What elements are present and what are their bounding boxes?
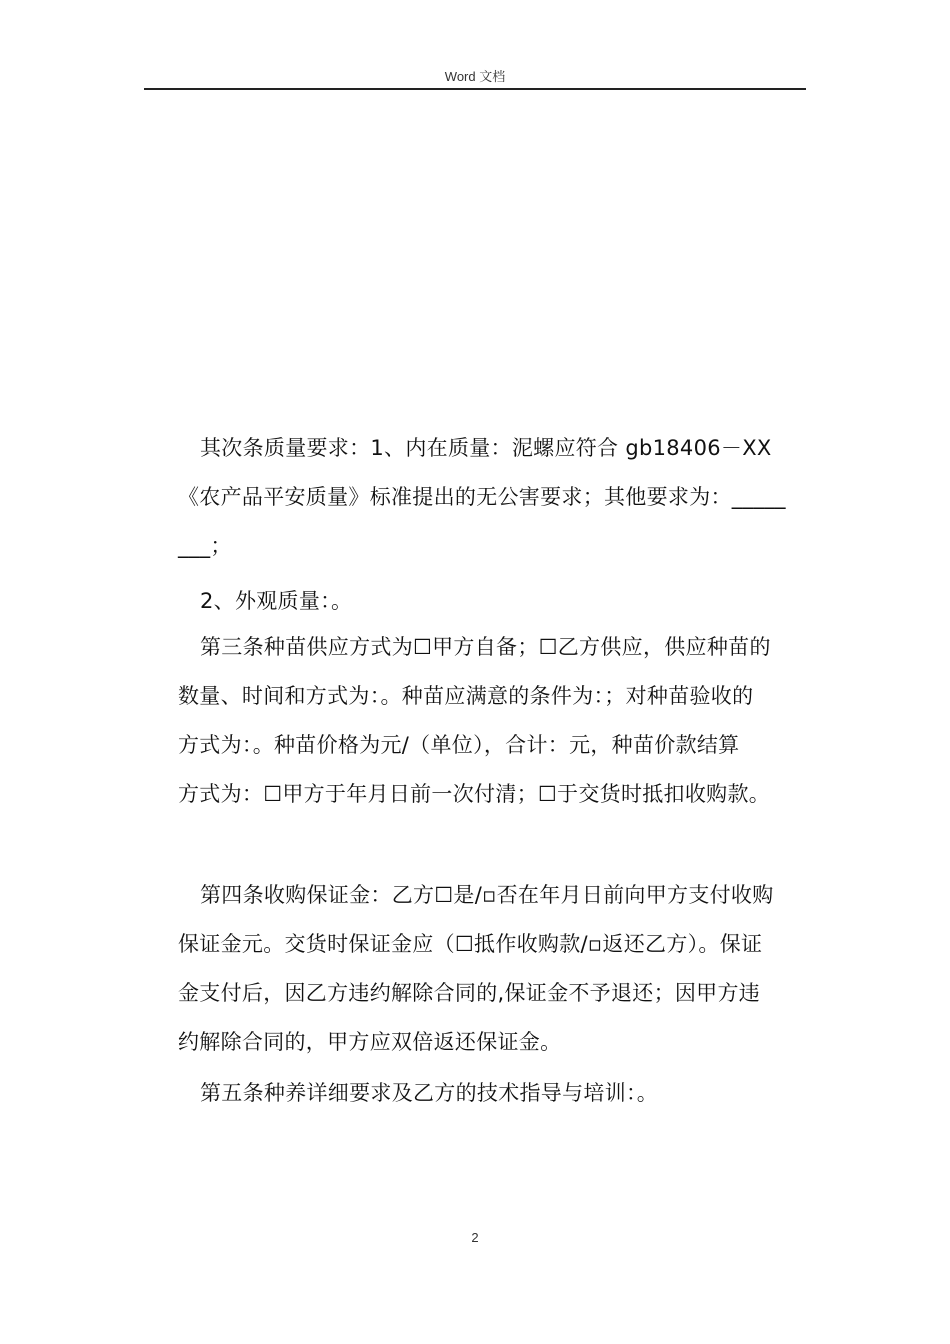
- paragraph-article-5: [178, 1069, 808, 1118]
- paragraph-article-4: [178, 871, 808, 1067]
- text-line: 第四条收购保证金：乙方☐是/▫否在年月日前向甲方支付收购: [200, 883, 774, 907]
- text-line: 方式为：。种苗价格为元/（单位），合计：元，种苗价款结算: [178, 733, 740, 757]
- text-line: 数量、时间和方式为：。种苗应满意的条件为：；对种苗验收的: [178, 684, 754, 708]
- page-header: Word 文档: [444, 69, 506, 84]
- paragraph-article-3: [178, 623, 808, 819]
- text-line: 金支付后，因乙方违约解除合同的,保证金不予退还；因甲方违: [178, 981, 761, 1005]
- paragraph-appearance: [178, 577, 808, 626]
- paragraph-quality: [178, 424, 808, 571]
- text-line: 第三条种苗供应方式为☐甲方自备；☐乙方供应，供应种苗的: [200, 635, 771, 659]
- text-line: 第五条种养详细要求及乙方的技术指导与培训：。: [200, 1081, 659, 1105]
- text-line: 《农产品平安质量》标准提出的无公害要求；其他要求为：_____: [178, 485, 786, 509]
- header-divider: [144, 88, 806, 90]
- text-line: ___；: [178, 534, 232, 558]
- text-line: 保证金元。交货时保证金应（☐抵作收购款/▫返还乙方）。保证: [178, 932, 763, 956]
- page-number: 2: [471, 1230, 479, 1245]
- text-line: 约解除合同的，甲方应双倍返还保证金。: [178, 1030, 562, 1054]
- text-line: 2、外观质量：。: [200, 589, 353, 613]
- text-line: 其次条质量要求：1、内在质量：泥螺应符合 gb18406－XX: [200, 436, 772, 460]
- text-line: 方式为：☐甲方于年月日前一次付清；☐于交货时抵扣收购款。: [178, 782, 771, 806]
